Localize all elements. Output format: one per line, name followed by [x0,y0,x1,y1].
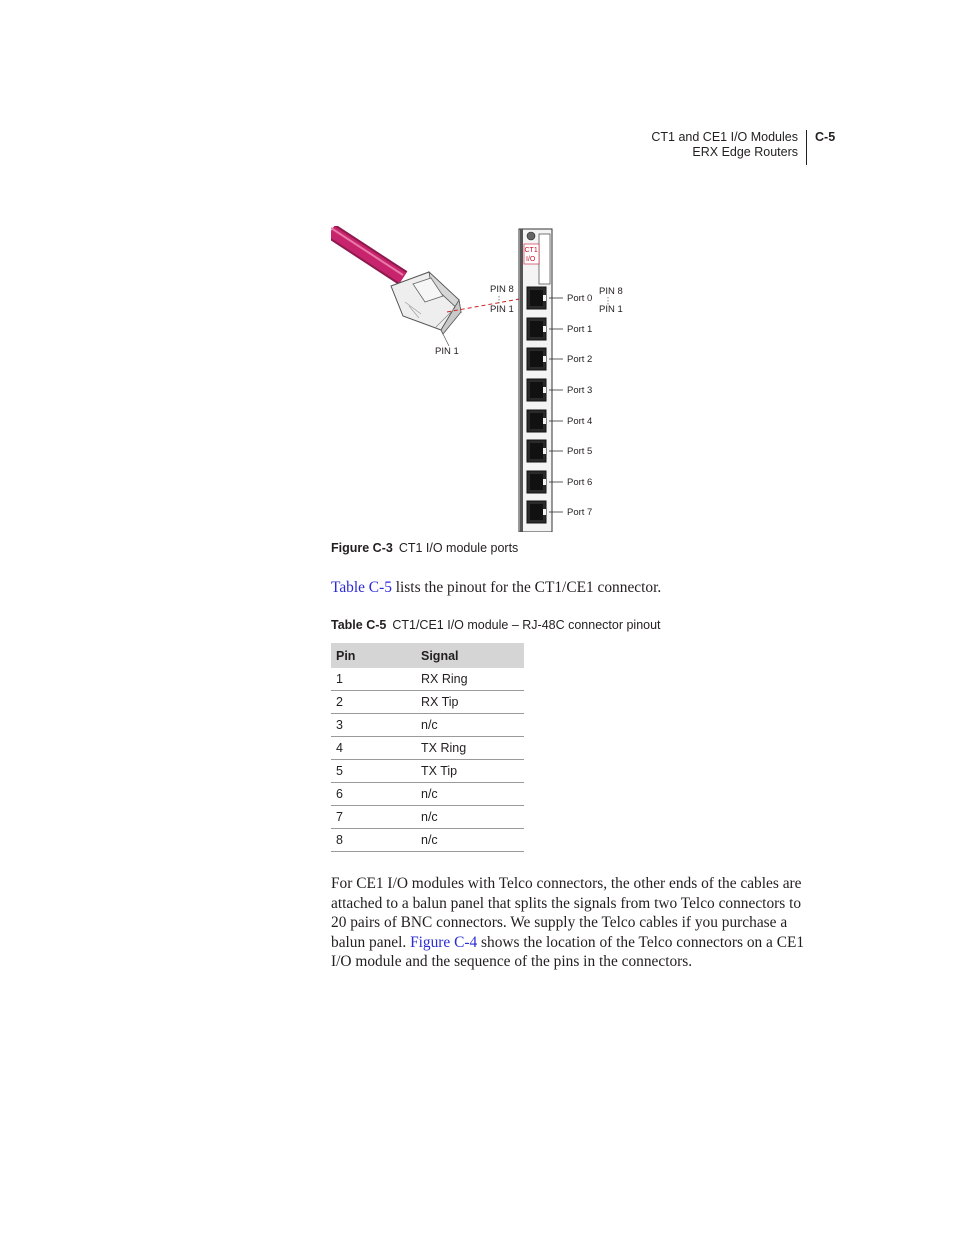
body-text-part1: For CE1 I/O modules with Telco connectors, the other ends of the cables are attached to a balun panel that splits the signals from two Telco connectors to 20 pairs of BNC connectors. We supply the Telco cables if you purchase a balun panel. [331,875,802,951]
port-5 [527,440,592,462]
table-caption-label: Table C-5 [331,618,387,632]
pin-cell: 3 [331,714,416,737]
column-header-signal: Signal [416,643,524,668]
intro-text: lists the pinout for the CT1/CE1 connector. [391,579,662,596]
port-0 [527,287,592,309]
port-1 [527,318,592,340]
table-row [331,760,524,783]
port0-pin1-right-label: PIN 1 [599,304,623,315]
port-2 [527,348,592,370]
column-header-pin: Pin [331,643,416,668]
table-row [331,806,524,829]
body-text-part2: shows the location of the Telco connectors on a CE1 I/O module and the sequence of the pins in the connectors. [331,933,805,971]
port-4-label: Port 4 [567,416,593,427]
port-3-label: Port 3 [567,385,593,396]
header-book-title: ERX Edge Routers [692,145,798,159]
table-c5-link[interactable]: Table C-5 [331,579,392,596]
port0-pin8-right-label: PIN 8 [599,286,623,297]
pin-cell: 2 [331,691,416,714]
port0-pin1-left-label: PIN 1 [490,304,514,315]
pinout-table [331,643,524,852]
signal-cell: n/c [416,714,524,737]
header-chapter-title: CT1 and CE1 I/O Modules [651,130,798,144]
signal-cell: RX Ring [416,668,524,691]
port0-pin8-left-label: PIN 8 [490,284,514,295]
table-caption [331,618,661,632]
table-row [331,668,524,691]
page-number: C-5 [815,130,836,144]
pin-cell: 1 [331,668,416,691]
body-paragraph [331,874,813,972]
table-row [331,691,524,714]
port-1-label: Port 1 [567,324,593,335]
intro-paragraph [331,578,813,598]
pin-cell: 4 [331,737,416,760]
port-2-label: Port 2 [567,354,593,365]
rj48-plug-illustration [391,272,461,334]
signal-cell: n/c [416,783,524,806]
table-row [331,829,524,852]
table-row [331,714,524,737]
port-0-label: Port 0 [567,293,593,304]
plug-pin1-label: PIN 1 [435,346,459,357]
signal-cell: RX Tip [416,691,524,714]
port-3 [527,379,592,401]
port-5-label: Port 5 [567,446,593,457]
module-label-io: I/O [526,256,536,263]
signal-cell: n/c [416,806,524,829]
port-7-label: Port 7 [567,507,593,518]
header-divider [806,130,807,165]
port-6 [527,471,592,493]
port-4 [527,410,592,432]
figure-caption [331,541,518,555]
table-row [331,737,524,760]
pin-cell: 5 [331,760,416,783]
figure-ct1-io-module [331,226,631,532]
signal-cell: TX Tip [416,760,524,783]
figure-caption-label: Figure C-3 [331,541,393,555]
running-header [651,130,798,160]
signal-cell: n/c [416,829,524,852]
figure-c4-link[interactable]: Figure C-4 [410,933,478,951]
table-caption-text: CT1/CE1 I/O module – RJ-48C connector pinout [392,618,661,632]
module-illustration [331,226,631,532]
pin-cell: 8 [331,829,416,852]
port-6-label: Port 6 [567,477,593,488]
table-header-row [331,643,524,668]
module-screw-icon [527,232,535,240]
port-7 [527,501,592,523]
pin-cell: 6 [331,783,416,806]
pin-cell: 7 [331,806,416,829]
table-row [331,783,524,806]
figure-caption-text: CT1 I/O module ports [398,541,519,555]
signal-cell: TX Ring [416,737,524,760]
module-label-ct1: CT1 [524,247,538,254]
